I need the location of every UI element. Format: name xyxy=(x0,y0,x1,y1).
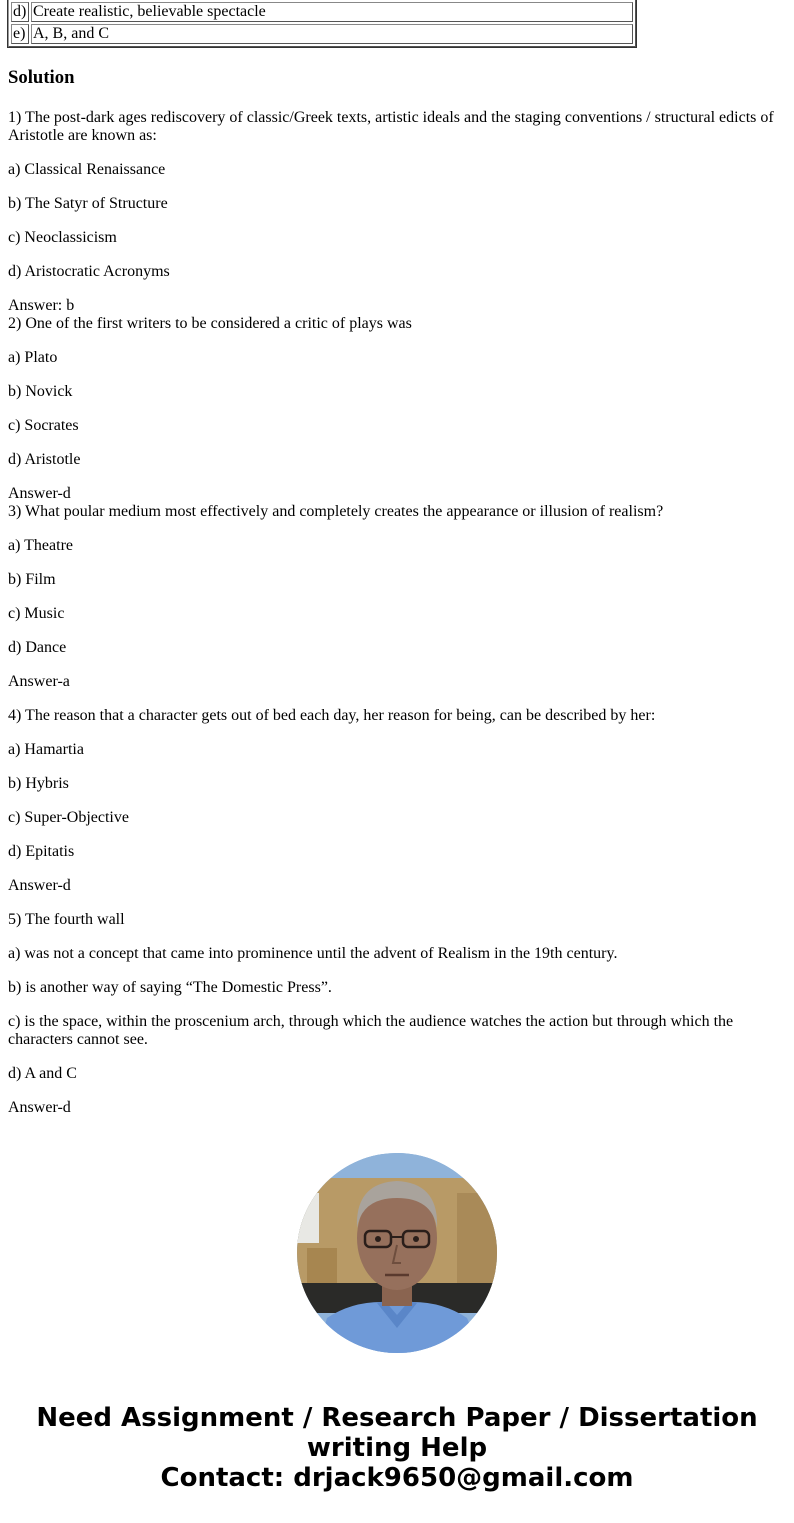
option: c) Socrates xyxy=(8,417,79,434)
option-text: A, B, and C xyxy=(31,24,633,44)
option: b) Hybris xyxy=(8,775,69,792)
question-block-2 xyxy=(8,315,786,503)
option: a) Theatre xyxy=(8,537,73,554)
solution-heading: Solution xyxy=(8,67,75,88)
option: a) Hamartia xyxy=(8,741,84,758)
option-text: Create realistic, believable spectacle xyxy=(31,2,633,22)
option: b) Novick xyxy=(8,383,73,400)
answer: Answer: b xyxy=(8,297,75,314)
answer: Answer-d xyxy=(8,877,71,894)
question-text: 2) One of the first writers to be considered a critic of plays was xyxy=(8,315,412,332)
option-key: e) xyxy=(11,24,29,44)
document-body xyxy=(8,0,786,1133)
question-block-1 xyxy=(8,109,786,315)
answer: Answer-d xyxy=(8,485,71,502)
option: c) Neoclassicism xyxy=(8,229,117,246)
table-row xyxy=(11,2,633,22)
question-text: 3) What poular medium most effectively and completely creates the appearance or illusion of realism? xyxy=(8,503,664,520)
option: b) The Satyr of Structure xyxy=(8,195,168,212)
question-block-5 xyxy=(8,911,786,1117)
promo-line-1: Need Assignment / Research Paper / Dissertation xyxy=(36,1403,758,1433)
avatar xyxy=(297,1153,497,1353)
option: d) Aristocratic Acronyms xyxy=(8,263,170,280)
promo-contact: Contact: drjack9650@gmail.com xyxy=(160,1463,634,1493)
question-text: 5) The fourth wall xyxy=(8,911,125,928)
option: b) is another way of saying “The Domestic Press”. xyxy=(8,979,332,996)
option: d) Dance xyxy=(8,639,67,656)
table-row xyxy=(11,24,633,44)
option: d) Epitatis xyxy=(8,843,75,860)
option: c) Super-Objective xyxy=(8,809,129,826)
option: c) Music xyxy=(8,605,65,622)
option: d) Aristotle xyxy=(8,451,81,468)
author-avatar xyxy=(297,1153,497,1353)
option: d) A and C xyxy=(8,1065,77,1082)
promo-banner xyxy=(0,1403,794,1493)
option: c) is the space, within the proscenium arch, through which the audience watches the action but through which the characters cannot see. xyxy=(8,1013,734,1048)
option: a) was not a concept that came into prominence until the advent of Realism in the 19th century. xyxy=(8,945,618,962)
question-text: 1) The post-dark ages rediscovery of classic/Greek texts, artistic ideals and the staging conventions / structural edicts of Aristotle are known as: xyxy=(8,109,774,144)
question-block-3 xyxy=(8,503,786,691)
option: a) Classical Renaissance xyxy=(8,161,166,178)
question-block-4 xyxy=(8,707,786,895)
person-photo-icon xyxy=(297,1153,497,1353)
promo-line-2: writing Help xyxy=(306,1433,488,1463)
option-key: d) xyxy=(11,2,29,22)
option: b) Film xyxy=(8,571,56,588)
question-text: 4) The reason that a character gets out of bed each day, her reason for being, can be described by her: xyxy=(8,707,656,724)
options-table xyxy=(8,0,636,47)
answer: Answer-d xyxy=(8,1099,71,1116)
answer: Answer-a xyxy=(8,673,70,690)
option: a) Plato xyxy=(8,349,58,366)
